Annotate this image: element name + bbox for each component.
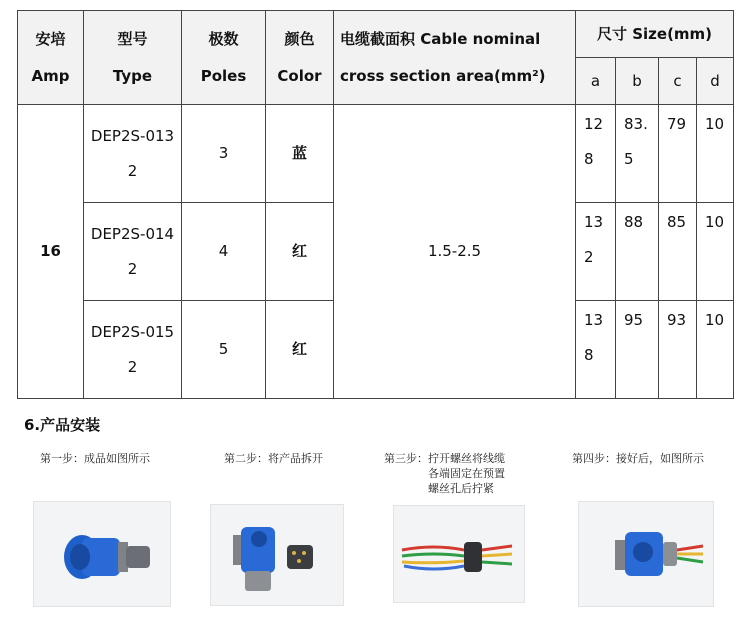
- size-a-part1: 12: [584, 115, 604, 133]
- step-3-photo: [393, 505, 525, 603]
- size-b-part2: 5: [624, 150, 634, 168]
- step-3-label-line1: 第三步：拧开螺丝将线缆: [384, 452, 505, 465]
- type-part1: DEP2S-014: [90, 224, 175, 243]
- step-4-photo: [578, 501, 714, 607]
- size-a-part1: 13: [584, 213, 604, 231]
- size-d-cell: 10: [697, 301, 734, 399]
- type-cell: [84, 203, 182, 301]
- size-a-cell: [576, 301, 616, 399]
- header-type-en: Type: [112, 66, 153, 85]
- plug-assembled-image: [34, 502, 170, 606]
- header-color: [266, 11, 334, 105]
- poles-cell: 5: [182, 301, 266, 399]
- step-3-label-line3: 螺丝孔后拧紧: [428, 481, 494, 495]
- plug-disassembled-image: [211, 505, 343, 605]
- plug-wired-image: [579, 502, 713, 606]
- header-poles-en: Poles: [200, 66, 247, 85]
- size-c-cell: 93: [659, 301, 697, 399]
- header-size: 尺寸 Size(mm): [576, 11, 734, 58]
- header-poles-zh: 极数: [208, 29, 239, 48]
- color-cell: 蓝: [266, 105, 334, 203]
- step-1-photo: [33, 501, 171, 607]
- step-3-label: [384, 452, 505, 497]
- size-a-cell: [576, 203, 616, 301]
- size-b-cell: [616, 105, 659, 203]
- header-area-line1: 电缆截面积 Cable nominal: [340, 29, 541, 48]
- type-part1: DEP2S-015: [90, 322, 175, 341]
- size-c-cell: 79: [659, 105, 697, 203]
- header-amp-zh: 安培: [35, 29, 66, 48]
- step-4-label: 第四步：接好后，如图所示: [572, 452, 704, 465]
- wires-connected-image: [394, 506, 524, 602]
- install-section-title: 6.产品安装: [24, 416, 101, 434]
- type-part2: 2: [127, 259, 138, 278]
- size-b-part1: 83.: [624, 115, 648, 133]
- header-size-a: a: [576, 58, 616, 105]
- header-color-en: Color: [277, 66, 322, 85]
- size-d-cell: 10: [697, 203, 734, 301]
- type-part2: 2: [127, 161, 138, 180]
- step-1-label: 第一步：成品如图所示: [40, 452, 150, 465]
- size-a-part2: 8: [584, 346, 594, 364]
- type-part2: 2: [127, 357, 138, 376]
- type-cell: [84, 301, 182, 399]
- header-color-zh: 颜色: [284, 29, 315, 48]
- type-part1: DEP2S-013: [90, 126, 175, 145]
- poles-cell: 4: [182, 203, 266, 301]
- size-c-cell: 85: [659, 203, 697, 301]
- size-a-cell: [576, 105, 616, 203]
- area-value: [334, 105, 576, 399]
- step-2-photo: [210, 504, 344, 606]
- area-value-text: 1.5-2.5: [427, 242, 482, 260]
- step-2-label: 第二步：将产品拆开: [224, 452, 323, 465]
- poles-cell: 3: [182, 105, 266, 203]
- header-area: [334, 11, 576, 105]
- header-type-zh: 型号: [117, 29, 148, 48]
- size-a-part1: 13: [584, 311, 604, 329]
- size-d-cell: 10: [697, 105, 734, 203]
- amp-value-text: 16: [40, 242, 61, 260]
- color-cell: 红: [266, 301, 334, 399]
- table-row: [18, 105, 734, 203]
- header-area-line2: cross section area(mm²): [340, 66, 546, 85]
- size-a-part2: 8: [584, 150, 594, 168]
- type-cell: [84, 105, 182, 203]
- color-cell: 红: [266, 203, 334, 301]
- size-b-cell: 88: [616, 203, 659, 301]
- size-b-cell: 95: [616, 301, 659, 399]
- header-size-c: c: [659, 58, 697, 105]
- header-type: [84, 11, 182, 105]
- amp-value: [18, 105, 84, 399]
- header-size-b: b: [616, 58, 659, 105]
- header-size-d: d: [697, 58, 734, 105]
- step-3-label-line2: 各端固定在预置: [428, 466, 505, 480]
- header-poles: [182, 11, 266, 105]
- spec-table: [17, 10, 734, 399]
- size-a-part2: 2: [584, 248, 594, 266]
- header-amp: [18, 11, 84, 105]
- header-amp-en: Amp: [31, 66, 70, 85]
